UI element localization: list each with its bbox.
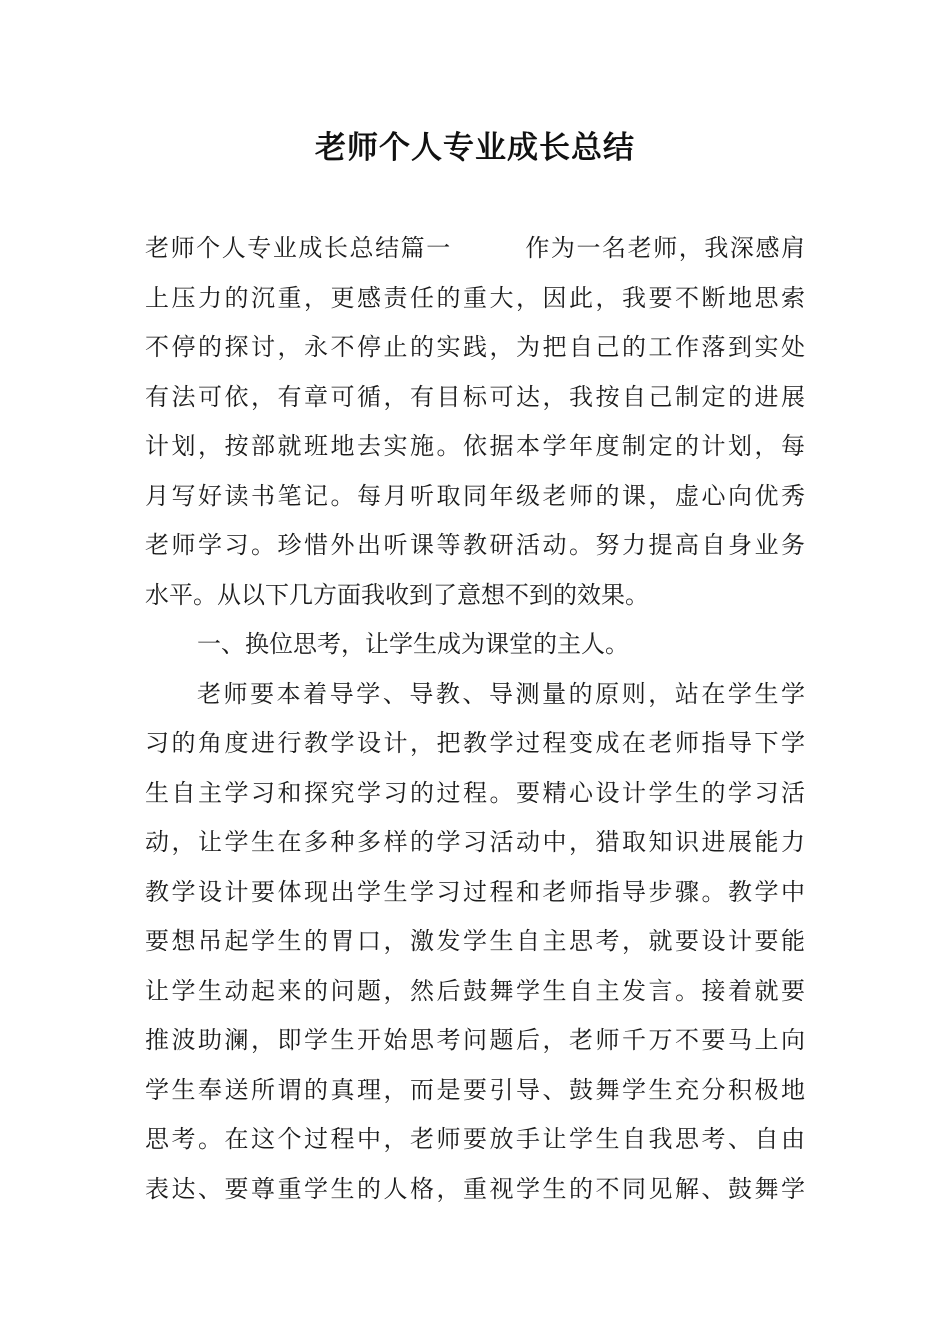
paragraph-line: 不停的探讨，永不停止的实践，为把自己的工作落到实处 bbox=[145, 333, 805, 361]
paragraph-line: 动，让学生在多种多样的学习活动中，猎取知识进展能力 bbox=[145, 828, 805, 856]
paragraph-line: 有法可依，有章可循，有目标可达，我按自己制定的进展 bbox=[145, 382, 805, 411]
paragraph-line: 推波助澜，即学生开始思考问题后，老师千万不要马上向 bbox=[145, 1026, 805, 1054]
paragraph-line: 表达、要尊重学生的人格，重视学生的不同见解、鼓舞学 bbox=[145, 1174, 805, 1203]
paragraph-line: 计划，按部就班地去实施。依据本学年度制定的计划，每 bbox=[145, 432, 805, 460]
intro-text: 作为一名老师，我深感肩 bbox=[523, 234, 805, 262]
paragraph-line: 月写好读书笔记。每月听取同年级老师的课，虚心向优秀 bbox=[145, 481, 805, 510]
paragraph-line: 水平。从以下几方面我收到了意想不到的效果。 bbox=[145, 580, 649, 609]
paragraph-line: 让学生动起来的问题，然后鼓舞学生自主发言。接着就要 bbox=[145, 976, 805, 1005]
paragraph-line: 思考。在这个过程中，老师要放手让学生自我思考、自由 bbox=[145, 1125, 805, 1153]
paragraph-line: 生自主学习和探究学习的过程。要精心设计学生的学习活 bbox=[145, 778, 805, 807]
paragraph-line: 学生奉送所谓的真理，而是要引导、鼓舞学生充分积极地 bbox=[145, 1075, 805, 1104]
paragraph-line-1 bbox=[145, 224, 805, 274]
paragraph-line: 老师学习。珍惜外出听课等教研活动。努力提高自身业务 bbox=[145, 531, 805, 559]
paragraph-line: 上压力的沉重，更感责任的重大，因此，我要不断地思索 bbox=[145, 283, 805, 312]
paragraph-line: 要想吊起学生的胃口，激发学生自主思考，就要设计要能 bbox=[145, 927, 805, 955]
section-heading: 一、换位思考，让学生成为课堂的主人。 bbox=[197, 630, 629, 658]
document-body bbox=[145, 224, 805, 1214]
paragraph-line: 老师要本着导学、导教、导测量的原则，站在学生学 bbox=[197, 679, 805, 708]
document-title: 老师个人专业成长总结 bbox=[315, 130, 635, 166]
paragraph-line: 习的角度进行教学设计，把教学过程变成在老师指导下学 bbox=[145, 729, 805, 757]
intro-heading: 老师个人专业成长总结篇一 bbox=[145, 234, 452, 262]
paragraph-line: 教学设计要体现出学生学习过程和老师指导步骤。教学中 bbox=[145, 877, 805, 906]
